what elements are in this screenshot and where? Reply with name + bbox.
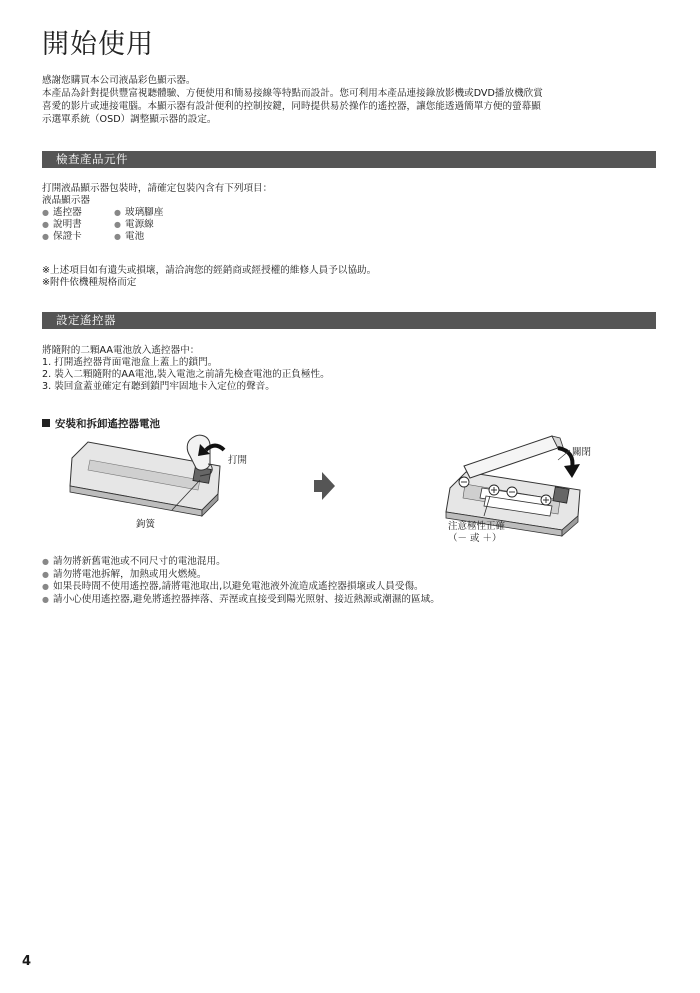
caption-polarity: 注意極性正確 [448,521,506,532]
components-notes [42,265,662,289]
section-header-check-components: 檢查產品元件 [42,151,656,168]
bullet-icon: ● [42,582,49,591]
bullet-icon: ● [42,208,49,217]
components-intro: 打開液晶顯示器包裝時，請確定包裝內含有下列項目： [42,183,273,194]
components-lcd: 液晶顯示器 [42,195,90,206]
caption-close: 關閉 [572,447,592,458]
page-number: 4 [22,954,32,969]
intro-line: 感謝您購買本公司液晶彩色顯示器。 [42,75,196,86]
step-3: 3. 裝回盒蓋並確定有聽到鎖門牢固地卡入定位的聲音。 [42,381,275,392]
intro-line: 喜愛的影片或連接電腦。本顯示器有設計便利的控制按鍵，同時提供易於操作的遙控器，讓您能透過簡單方便的螢幕顯 [42,101,541,112]
bullet-icon: ● [42,569,49,579]
battery-illustration [60,430,600,545]
caption-polarity-signs: （－ 或 ＋） [448,533,502,544]
list-item: ● 請小心使用遙控器,避免將遙控器摔落、弄溼或直接受到陽光照射、接近熱源或潮濕的區域。 [42,593,440,605]
list-item: ● 請勿將電池拆解，加熱或用火燃燒。 [42,568,207,580]
steps-intro: 將隨附的二顆AA電池放入遙控器中： [42,345,200,356]
battery-cover-icon [464,436,564,478]
caption-hook: 鉤簧 [136,519,156,530]
page-title: 開始使用 [42,29,154,60]
bullet-icon: ● [42,232,49,241]
list-item: ● 保證卡 [42,231,82,242]
battery-warnings [42,556,440,606]
components-grid [42,207,662,243]
battery-subheading: 安裝和拆卸遙控器電池 [42,416,160,431]
list-item: ● 如果長時間不使用遙控器,請將電池取出,以避免電池液外流造成遙控器損壞或人員受傷。 [42,581,424,592]
list-item: ● 玻璃腳座 [114,207,164,218]
components-list [42,183,662,243]
square-bullet-icon [42,419,50,427]
bullet-icon: ● [42,594,49,604]
bullet-icon: ● [114,220,121,229]
step-arrow-icon [314,472,335,500]
bullet-icon: ● [42,557,49,566]
list-item: ● 說明書 [42,219,82,230]
remote-steps [42,345,662,393]
list-item: ● 請勿將新舊電池或不同尺寸的電池混用。 [42,556,226,567]
note-model: ※附件依機種規格而定 [42,277,137,288]
bullet-icon: ● [114,208,121,217]
intro-paragraph [42,74,662,126]
intro-line: 示選單系統（OSD）調整顯示器的設定。 [42,114,217,125]
intro-line: 本產品為針對提供豐富視聽體驗、方便使用和簡易接線等特點而設計。您可利用本產品連接錄放影機或DVD播放機欣賞 [42,88,543,99]
bullet-icon: ● [42,220,49,229]
caption-open: 打開 [228,455,248,466]
note-missing: ※上述項目如有遺失或損壞，請洽詢您的經銷商或經授權的維修人員予以協助。 [42,265,377,276]
list-item: ● 電源線 [114,219,154,230]
list-item: ● 電池 [114,231,145,242]
step-1: 1. 打開遙控器背面電池盒上蓋上的鎖門。 [42,357,218,368]
step-2: 2. 裝入二顆隨附的AA電池,裝入電池之前請先檢查電池的正負極性。 [42,369,330,380]
bullet-icon: ● [114,232,121,241]
list-item: ● 遙控器 [42,207,82,218]
section-header-remote-setup: 設定遙控器 [42,312,656,329]
